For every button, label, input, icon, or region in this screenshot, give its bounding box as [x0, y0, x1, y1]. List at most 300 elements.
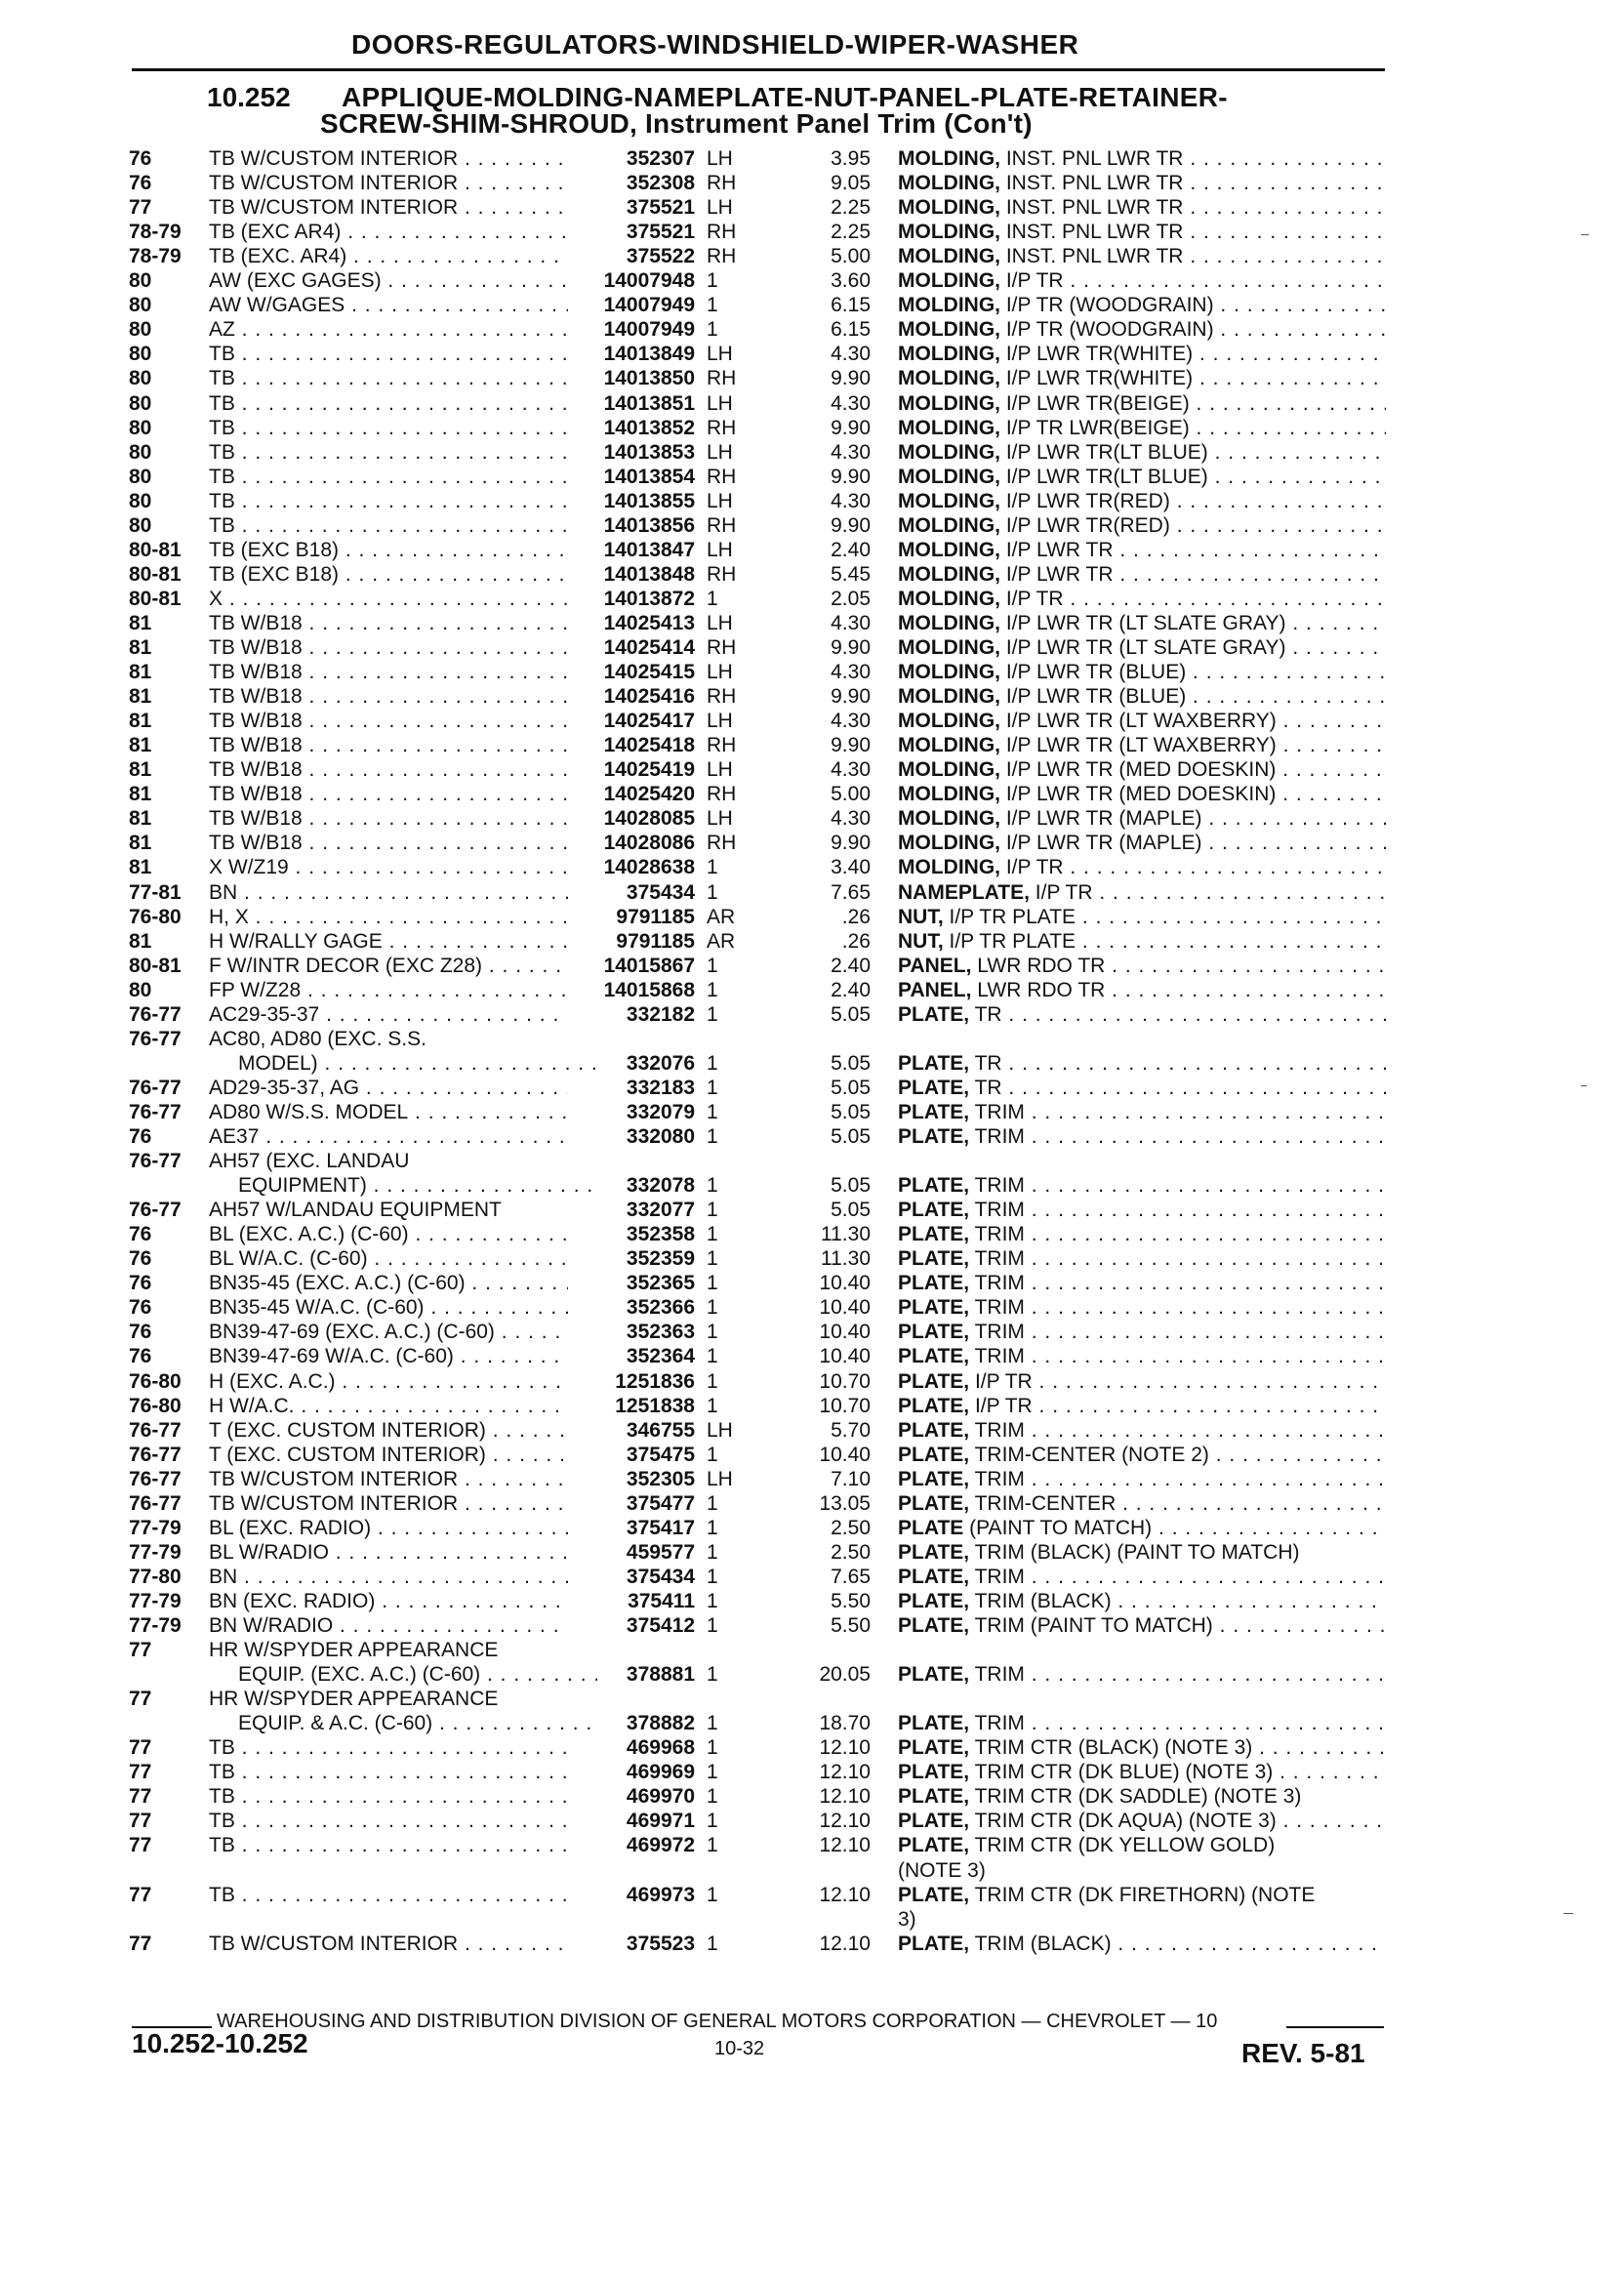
row-description — [898, 1516, 1386, 1540]
row-application: AC80, AD80 (EXC. S.S. — [209, 1027, 426, 1050]
row-description-detail: TR . . . — [969, 1052, 1386, 1075]
row-year: 81 — [129, 636, 152, 659]
row-description-detail: I/P LWR TR (LT WAXBERRY) . . . — [1000, 710, 1386, 732]
row-year: 77-81 — [129, 880, 182, 904]
row-price: 9.05 — [831, 172, 871, 195]
row-year: 77 — [129, 1639, 152, 1662]
row-description-part-name: PLATE, — [898, 1932, 970, 1955]
footer-revision: REV. 5-81 — [1241, 2038, 1365, 2068]
row-application: BN W/RADIO . . . — [209, 1613, 568, 1638]
row-description-part-name: MOLDING, — [898, 221, 1000, 244]
row-description-detail: I/P TR LWR(BEIGE) . . . — [1000, 417, 1386, 439]
row-description — [898, 489, 1386, 513]
table-row — [0, 1100, 1624, 1124]
row-application: TB (EXC. AR4) . . . — [209, 244, 568, 268]
table-row — [0, 1027, 1624, 1051]
row-description-part-name: MOLDING, — [898, 294, 1000, 317]
table-row — [0, 709, 1624, 733]
row-price: 4.30 — [831, 343, 871, 366]
row-quantity: 1 — [707, 1394, 718, 1417]
row-quantity: LH — [707, 710, 733, 733]
row-year: 76 — [129, 1223, 152, 1246]
row-price: 10.70 — [819, 1394, 871, 1417]
row-description — [898, 1858, 1386, 1883]
row-part-number: 14025416 — [603, 685, 695, 709]
row-part-number: 14007949 — [603, 318, 695, 342]
row-quantity: 1 — [707, 1345, 718, 1368]
row-part-number: 352365 — [626, 1272, 695, 1295]
row-application: TB . . . — [209, 465, 568, 489]
row-application: F W/INTR DECOR (EXC Z28) . . . — [209, 954, 568, 978]
row-description-detail: TRIM-CENTER . . . — [969, 1492, 1386, 1515]
row-price: 5.05 — [831, 1051, 871, 1075]
row-price: 7.65 — [831, 880, 871, 904]
row-description — [898, 416, 1386, 440]
table-row — [0, 293, 1624, 317]
row-description-detail: TRIM (PAINT TO MATCH) . . . — [969, 1614, 1386, 1637]
row-quantity: 1 — [707, 1125, 718, 1148]
row-description-detail: I/P LWR TR(WHITE) . . . — [1000, 343, 1386, 365]
row-quantity: 1 — [707, 1932, 718, 1955]
row-description-detail: I/P TR PLATE . . . — [944, 930, 1386, 953]
table-row — [0, 660, 1624, 684]
row-part-number: 469971 — [626, 1810, 695, 1833]
row-price: 5.05 — [831, 1076, 871, 1099]
row-description — [898, 1173, 1386, 1198]
row-price: 9.90 — [831, 416, 871, 439]
table-row — [0, 733, 1624, 757]
row-description-detail: I/P LWR TR(BEIGE) . . . — [1000, 392, 1386, 415]
row-year: 77 — [129, 1932, 152, 1955]
row-description-part-name: MOLDING, — [898, 538, 1000, 561]
row-description-detail: I/P LWR TR (MAPLE) . . . — [1000, 807, 1386, 830]
row-description-part-name: PLATE, — [898, 1394, 970, 1417]
table-row — [0, 1883, 1624, 1907]
row-application: AH57 W/LANDAU EQUIPMENT — [209, 1199, 502, 1222]
table-row — [0, 635, 1624, 660]
row-application: AD80 W/S.S. MODEL . . . — [209, 1100, 568, 1124]
section-number: 10.252 — [207, 82, 291, 112]
row-description — [898, 1809, 1386, 1833]
row-part-number: 14028085 — [603, 807, 695, 831]
table-row — [0, 1369, 1624, 1394]
row-description-detail: I/P LWR TR (MAPLE) . . . — [1000, 832, 1386, 854]
margin-mark — [1581, 234, 1589, 235]
row-application: BL (EXC. RADIO) . . . — [209, 1516, 568, 1540]
row-description-part-name: MOLDING, — [898, 783, 1000, 806]
section-title-line2-rest: Instrument Panel Trim (Con't) — [637, 108, 1033, 139]
table-row — [0, 1467, 1624, 1491]
row-application: TB . . . — [209, 416, 568, 440]
table-row — [0, 855, 1624, 879]
row-description-part-name: PLATE, — [898, 1761, 970, 1784]
row-year: 80 — [129, 465, 152, 488]
row-year: 80 — [129, 978, 152, 1001]
row-quantity: LH — [707, 758, 733, 782]
row-year: 76 — [129, 147, 152, 170]
row-price: 4.30 — [831, 661, 871, 684]
row-application: TB W/B18 . . . — [209, 757, 568, 782]
table-row — [0, 1858, 1624, 1883]
row-price: 5.00 — [831, 245, 871, 268]
row-year: 76-77 — [129, 1100, 182, 1123]
row-part-number: 1251836 — [615, 1369, 695, 1393]
row-part-number: 352307 — [626, 147, 695, 170]
row-year: 77 — [129, 1785, 152, 1809]
row-part-number: 375521 — [626, 221, 695, 244]
footer-group-range: 10.252-10.252 — [132, 2028, 308, 2058]
row-description-part-name: MOLDING, — [898, 513, 1000, 537]
row-description-detail: (NOTE 3) — [898, 1858, 986, 1882]
row-application: FP W/Z28 . . . — [209, 978, 568, 1002]
row-part-number: 469973 — [626, 1883, 695, 1906]
row-description-detail: TRIM . . . — [969, 1101, 1386, 1123]
row-year: 81 — [129, 856, 152, 879]
row-description-detail: INST. PNL LWR TR . . . — [1000, 221, 1386, 243]
row-quantity: LH — [707, 391, 733, 415]
row-year: 80-81 — [129, 587, 182, 610]
row-part-number: 14013850 — [603, 367, 695, 390]
row-quantity: 1 — [707, 1369, 718, 1393]
row-quantity: 1 — [707, 1321, 718, 1344]
row-description — [898, 1760, 1386, 1784]
table-row — [0, 1932, 1624, 1956]
row-part-number: 332080 — [626, 1125, 695, 1148]
row-application: AW W/GAGES . . . — [209, 293, 568, 317]
table-row — [0, 929, 1624, 954]
row-part-number: 14015867 — [603, 954, 695, 977]
row-application: TB . . . — [209, 1883, 568, 1907]
table-row — [0, 1809, 1624, 1833]
row-description-part-name: PLATE, — [898, 1565, 970, 1588]
row-description-detail: TRIM (BLACK) (PAINT TO MATCH) — [969, 1540, 1300, 1564]
row-application: BN35-45 (EXC. A.C.) (C-60) . . . — [209, 1271, 568, 1295]
row-application: TB (EXC AR4) . . . — [209, 220, 568, 244]
row-description-detail: TRIM-CENTER (NOTE 2) . . . — [969, 1444, 1386, 1466]
table-row — [0, 416, 1624, 440]
row-price: 4.30 — [831, 391, 871, 415]
row-price: 18.70 — [819, 1712, 871, 1735]
row-application: EQUIP. & A.C. (C-60) . . . — [238, 1711, 597, 1735]
row-description-part-name: PLATE, — [898, 1174, 970, 1198]
table-row — [0, 1443, 1624, 1467]
table-row — [0, 1149, 1624, 1173]
row-description-part-name: PLATE, — [898, 1834, 970, 1857]
row-description-part-name: PLATE, — [898, 1712, 970, 1735]
table-row — [0, 1833, 1624, 1857]
row-year: 78-79 — [129, 221, 182, 244]
row-description — [898, 1051, 1386, 1076]
table-row — [0, 1295, 1624, 1320]
row-quantity: 1 — [707, 1785, 718, 1809]
row-application: HR W/SPYDER APPEARANCE — [209, 1688, 499, 1711]
row-price: 9.90 — [831, 367, 871, 390]
row-description-detail: I/P TR . . . — [1030, 881, 1386, 904]
row-application: TB W/B18 . . . — [209, 831, 568, 855]
row-part-number: 352358 — [626, 1223, 695, 1246]
row-description-part-name: MOLDING, — [898, 562, 1000, 586]
row-year: 76-77 — [129, 1467, 182, 1490]
row-description-part-name: NUT, — [898, 905, 944, 928]
row-price: 2.25 — [831, 196, 871, 220]
row-part-number: 375417 — [626, 1516, 695, 1539]
row-quantity: 1 — [707, 587, 718, 610]
row-description-detail: I/P TR (WOODGRAIN) . . . — [1000, 318, 1386, 341]
row-year: 81 — [129, 734, 152, 757]
row-part-number: 14025415 — [603, 661, 695, 684]
table-row — [0, 244, 1624, 268]
row-application: TB . . . — [209, 391, 568, 416]
row-quantity: LH — [707, 1467, 733, 1490]
row-quantity: 1 — [707, 856, 718, 879]
row-quantity: 1 — [707, 1443, 718, 1466]
footer-division-text: WAREHOUSING AND DISTRIBUTION DIVISION OF GENERAL MOTORS CORPORATION — CHEVROLET — 10 — [217, 2011, 1218, 2032]
row-part-number: 352366 — [626, 1296, 695, 1320]
row-description-detail: I/P LWR TR (MED DOESKIN) . . . — [1000, 758, 1386, 781]
row-quantity: LH — [707, 1418, 733, 1442]
row-year: 77 — [129, 1736, 152, 1760]
row-price: 10.40 — [819, 1272, 871, 1295]
row-description-detail: TRIM (BLACK) . . . — [969, 1933, 1386, 1955]
row-application: MODEL) . . . — [238, 1051, 597, 1076]
row-description-part-name: MOLDING, — [898, 710, 1000, 733]
row-quantity: LH — [707, 440, 733, 464]
row-price: 10.40 — [819, 1296, 871, 1320]
row-description-detail: TRIM . . . — [969, 1663, 1386, 1686]
table-row — [0, 195, 1624, 220]
table-row — [0, 342, 1624, 366]
row-application: TB W/CUSTOM INTERIOR . . . — [209, 1467, 568, 1491]
row-price: 20.05 — [819, 1663, 871, 1687]
table-row — [0, 1051, 1624, 1076]
row-description — [898, 1565, 1386, 1589]
row-quantity: 1 — [707, 1491, 718, 1515]
row-price: 12.10 — [819, 1883, 871, 1906]
row-price: 5.50 — [831, 1589, 871, 1612]
row-quantity: 1 — [707, 1736, 718, 1760]
row-price: 9.90 — [831, 734, 871, 757]
row-part-number: 375412 — [626, 1614, 695, 1637]
row-year: 77 — [129, 196, 152, 220]
row-part-number: 352364 — [626, 1345, 695, 1368]
table-row — [0, 1662, 1624, 1687]
row-application: TB . . . — [209, 489, 568, 513]
row-description-part-name: MOLDING, — [898, 661, 1000, 684]
row-application: TB W/CUSTOM INTERIOR . . . — [209, 171, 568, 195]
table-row — [0, 1784, 1624, 1809]
row-price: 5.50 — [831, 1614, 871, 1637]
row-description-part-name: MOLDING, — [898, 489, 1000, 512]
row-description-detail: TR . . . — [969, 1077, 1386, 1099]
row-application: TB (EXC B18) . . . — [209, 562, 568, 587]
row-quantity: 1 — [707, 1223, 718, 1246]
row-year: 77 — [129, 1834, 152, 1857]
row-description — [898, 293, 1386, 317]
table-row — [0, 1711, 1624, 1735]
row-description-detail: I/P LWR TR (LT WAXBERRY) . . . — [1000, 734, 1386, 756]
row-application: H (EXC. A.C.) . . . — [209, 1369, 568, 1394]
row-description-part-name: PLATE, — [898, 1883, 970, 1906]
table-row — [0, 1491, 1624, 1516]
row-application: BL W/A.C. (C-60) . . . — [209, 1246, 568, 1271]
row-description-part-name: MOLDING, — [898, 832, 1000, 855]
row-year: 80 — [129, 416, 152, 439]
row-description-part-name: PLATE, — [898, 1272, 970, 1295]
row-price: 5.70 — [831, 1418, 871, 1442]
row-year: 80 — [129, 489, 152, 512]
row-application: TB . . . — [209, 440, 568, 465]
row-year: 80 — [129, 440, 152, 464]
row-description-part-name: MOLDING, — [898, 636, 1000, 659]
row-quantity: LH — [707, 489, 733, 512]
row-description — [898, 635, 1386, 660]
table-row — [0, 1320, 1624, 1344]
row-application: TB W/B18 . . . — [209, 709, 568, 733]
row-year: 76-80 — [129, 1369, 182, 1393]
row-quantity: RH — [707, 783, 737, 806]
row-year: 81 — [129, 661, 152, 684]
row-quantity: 1 — [707, 1199, 718, 1222]
row-description — [898, 1613, 1386, 1638]
row-year: 77-79 — [129, 1614, 182, 1637]
row-application: H W/RALLY GAGE . . . — [209, 929, 568, 954]
row-description — [898, 611, 1386, 635]
row-description-part-name: PLATE, — [898, 1076, 970, 1099]
row-description-detail: TRIM . . . — [969, 1345, 1386, 1367]
row-price: 2.40 — [831, 978, 871, 1001]
row-year: 80-81 — [129, 562, 182, 586]
row-part-number: 375475 — [626, 1443, 695, 1466]
row-description-detail: I/P LWR TR(LT BLUE) . . . — [1000, 441, 1386, 464]
row-year: 80-81 — [129, 954, 182, 977]
row-description-detail: I/P TR . . . — [1000, 856, 1386, 878]
row-description — [898, 538, 1386, 562]
row-description-part-name: PLATE, — [898, 1223, 970, 1246]
table-row — [0, 1638, 1624, 1662]
row-description — [898, 1907, 1386, 1932]
row-description — [898, 954, 1386, 978]
table-row — [0, 391, 1624, 416]
row-quantity: RH — [707, 221, 737, 244]
row-part-number: 332182 — [626, 1002, 695, 1026]
row-part-number: 9791185 — [616, 905, 695, 928]
row-application: HR W/SPYDER APPEARANCE — [209, 1639, 499, 1662]
row-price: 5.45 — [831, 562, 871, 586]
table-row — [0, 1907, 1624, 1932]
row-price: 11.30 — [821, 1223, 871, 1246]
row-price: 9.90 — [831, 513, 871, 537]
row-description — [898, 391, 1386, 416]
row-price: 12.10 — [819, 1761, 871, 1784]
row-application: TB W/CUSTOM INTERIOR . . . — [209, 1491, 568, 1516]
row-description-part-name: PLATE, — [898, 1810, 970, 1833]
table-row — [0, 1394, 1624, 1418]
table-row — [0, 1418, 1624, 1443]
row-application: EQUIPMENT) . . . — [238, 1173, 597, 1198]
row-description — [898, 1418, 1386, 1443]
row-year: 76-77 — [129, 1150, 182, 1173]
row-description — [898, 1932, 1386, 1956]
row-description — [898, 1222, 1386, 1246]
row-description-part-name: PLATE, — [898, 1785, 970, 1809]
row-description-part-name: PANEL, — [898, 978, 972, 1001]
row-part-number: 375434 — [626, 880, 695, 904]
row-description-part-name: MOLDING, — [898, 685, 1000, 709]
row-description — [898, 587, 1386, 611]
row-description — [898, 1295, 1386, 1320]
row-quantity: 1 — [707, 1761, 718, 1784]
table-row — [0, 513, 1624, 538]
table-row — [0, 538, 1624, 562]
row-application: AW (EXC GAGES) . . . — [209, 268, 568, 293]
row-quantity: 1 — [707, 1516, 718, 1539]
row-price: 12.10 — [819, 1810, 871, 1833]
row-description — [898, 146, 1386, 171]
row-price: 2.05 — [831, 587, 871, 610]
row-quantity: 1 — [707, 1174, 718, 1198]
row-part-number: 459577 — [626, 1540, 695, 1564]
row-description-detail: TRIM CTR (DK SADDLE) (NOTE 3) — [969, 1785, 1302, 1809]
table-row — [0, 757, 1624, 782]
row-part-number: 14013853 — [603, 440, 695, 464]
table-row — [0, 268, 1624, 293]
row-description — [898, 562, 1386, 587]
row-quantity: 1 — [707, 1540, 718, 1564]
row-price: 10.40 — [819, 1321, 871, 1344]
section-title-line2-bold: SCREW-SHIM-SHROUD, — [320, 108, 638, 139]
row-year: 80 — [129, 513, 152, 537]
row-price: 13.05 — [819, 1491, 871, 1515]
row-description-part-name: MOLDING, — [898, 172, 1000, 195]
row-description — [898, 440, 1386, 465]
row-year: 76 — [129, 1296, 152, 1320]
table-row — [0, 562, 1624, 587]
row-quantity: 1 — [707, 1272, 718, 1295]
row-year: 80 — [129, 269, 152, 293]
row-year: 77 — [129, 1810, 152, 1833]
row-price: 12.10 — [819, 1736, 871, 1760]
row-quantity: RH — [707, 367, 737, 390]
row-year: 76-77 — [129, 1199, 182, 1222]
row-description — [898, 1394, 1386, 1418]
row-description-part-name: PLATE, — [898, 1614, 970, 1637]
row-price: 5.05 — [831, 1125, 871, 1148]
row-description — [898, 782, 1386, 806]
row-quantity: LH — [707, 196, 733, 220]
row-quantity: RH — [707, 832, 737, 855]
row-description — [898, 1491, 1386, 1516]
row-description-detail: TRIM CTR (DK BLUE) (NOTE 3) . . . — [969, 1761, 1386, 1783]
row-description-detail: TRIM . . . — [969, 1712, 1386, 1734]
row-description-detail: I/P TR . . . — [969, 1395, 1386, 1417]
row-application: TB . . . — [209, 513, 568, 538]
row-price: 5.05 — [831, 1100, 871, 1123]
row-description-detail: I/P LWR TR . . . — [1000, 563, 1386, 586]
row-description-part-name: MOLDING, — [898, 147, 1000, 170]
row-application: TB . . . — [209, 366, 568, 390]
row-description — [898, 1320, 1386, 1344]
row-part-number: 375522 — [626, 245, 695, 268]
row-description — [898, 929, 1386, 954]
row-price: 9.90 — [831, 832, 871, 855]
row-quantity: 1 — [707, 1076, 718, 1099]
row-year: 76-77 — [129, 1418, 182, 1442]
row-quantity: RH — [707, 562, 737, 586]
row-description — [898, 1076, 1386, 1100]
row-price: 4.30 — [831, 758, 871, 782]
row-year: 76 — [129, 1125, 152, 1148]
row-description-detail: I/P LWR TR(WHITE) . . . — [1000, 367, 1386, 389]
